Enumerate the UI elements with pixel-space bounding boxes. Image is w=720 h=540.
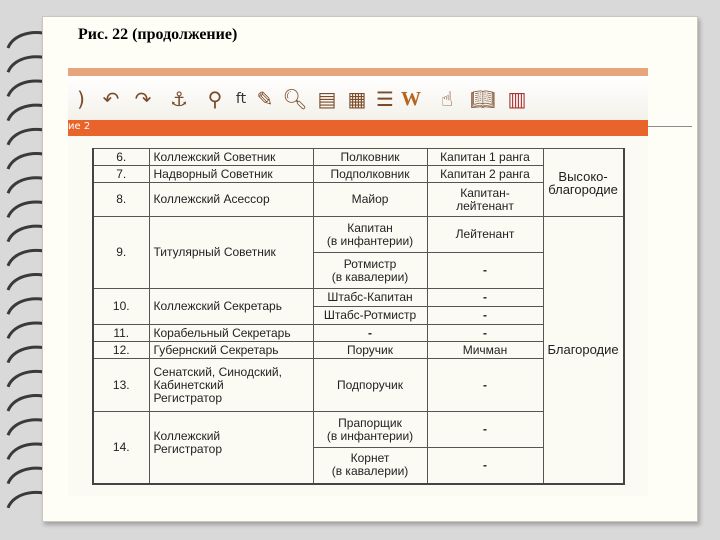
redo-arrow-icon: ↷ — [134, 87, 152, 111]
tab-label: ие 2 — [68, 121, 91, 132]
navy-rank: - — [427, 307, 543, 325]
army-rank: Майор — [313, 183, 427, 217]
search-icon: ⚲ — [207, 87, 223, 111]
row-number: 9. — [93, 217, 149, 289]
civil-rank: Коллежский Советник — [149, 149, 313, 166]
army-rank: Штабс-Капитан — [313, 289, 427, 307]
army-rank-line: (в кавалерии) — [331, 464, 409, 479]
address-class — [543, 149, 624, 217]
civil-rank-line: Коллежский — [153, 429, 221, 443]
civil-rank: Коллежский Асессор — [149, 183, 313, 217]
magnifier-icon: 🔍︎ — [282, 87, 308, 111]
civil-rank — [149, 412, 313, 484]
navy-rank: Капитан-лейтенант — [427, 183, 543, 217]
embedded-image — [68, 68, 648, 496]
army-rank — [313, 448, 427, 484]
newspaper-icon: ▦ — [347, 87, 367, 111]
army-rank: - — [313, 325, 427, 342]
navy-rank: Лейтенант — [427, 217, 543, 253]
hand-icon: ☝ — [440, 87, 454, 111]
civil-rank-line: Регистратор — [153, 442, 223, 456]
row-number: 12. — [93, 342, 149, 359]
army-rank: Полковник — [313, 149, 427, 166]
row-number: 7. — [93, 166, 149, 183]
document-icon: ▤ — [317, 87, 337, 111]
navy-rank: Капитан 2 ранга — [427, 166, 543, 183]
word-icon: W — [401, 88, 421, 110]
rank-table — [92, 148, 625, 485]
undo-arrow-icon: ↶ — [102, 87, 120, 111]
army-rank: Подполковник — [313, 166, 427, 183]
navy-rank: - — [427, 289, 543, 307]
civil-rank: Губернский Секретарь — [149, 342, 313, 359]
toolbar-top-strip — [68, 68, 648, 76]
navy-rank: - — [427, 412, 543, 448]
row-number: 8. — [93, 183, 149, 217]
table-row — [93, 217, 624, 253]
civil-rank-line: Сенатский, Синодский, — [153, 364, 282, 379]
army-rank — [313, 253, 427, 289]
notes-icon: ✎ — [256, 87, 274, 111]
row-number: 6. — [93, 149, 149, 166]
row-number: 10. — [93, 289, 149, 325]
army-rank-line: (в инфантерии) — [326, 428, 414, 443]
civil-rank: Корабельный Секретарь — [149, 325, 313, 342]
army-rank-line: (в инфантерии) — [326, 233, 414, 248]
tab-bar — [68, 120, 648, 136]
civil-rank: Надворный Советник — [149, 166, 313, 183]
list-icon: ☰ — [376, 87, 394, 111]
address-class-line: благородие — [548, 181, 618, 197]
row-number: 13. — [93, 359, 149, 412]
army-rank — [313, 412, 427, 448]
army-rank — [313, 217, 427, 253]
navy-rank: - — [427, 448, 543, 484]
row-number: 14. — [93, 412, 149, 484]
civil-rank-line: Регистратор — [153, 390, 223, 405]
toolbar — [68, 76, 648, 120]
army-rank-line: Ротмистр — [343, 256, 397, 271]
book-icon: 📖︎ — [470, 87, 496, 111]
navy-rank: - — [427, 325, 543, 342]
anchor-icon: ⚓ — [170, 87, 188, 111]
table-row — [93, 149, 624, 166]
navy-rank: Капитан 1 ранга — [427, 149, 543, 166]
army-rank: Подпоручик — [313, 359, 427, 412]
army-rank-line: (в кавалерии) — [331, 269, 409, 284]
army-rank: Поручик — [313, 342, 427, 359]
civil-rank — [149, 359, 313, 412]
row-number: 11. — [93, 325, 149, 342]
civil-rank: Коллежский Секретарь — [149, 289, 313, 325]
civil-rank: Титулярный Советник — [149, 217, 313, 289]
army-rank-line: Корнет — [350, 451, 390, 466]
navy-rank: - — [427, 253, 543, 289]
slide-title: Рис. 22 (продолжение) — [78, 26, 238, 43]
army-rank-line: Капитан — [347, 220, 393, 235]
text-replace-icon: ft — [235, 91, 247, 107]
y-glyph-icon: ) — [77, 87, 85, 111]
army-rank: Штабс-Ротмистр — [313, 307, 427, 325]
address-class: Благородие — [543, 217, 624, 484]
address-class-line: Высоко- — [558, 168, 608, 184]
army-rank-line: Прапорщик — [338, 415, 402, 430]
books-icon: ▥ — [507, 87, 527, 111]
navy-rank: - — [427, 359, 543, 412]
navy-rank: Мичман — [427, 342, 543, 359]
civil-rank-line: Кабинетский — [153, 377, 224, 392]
